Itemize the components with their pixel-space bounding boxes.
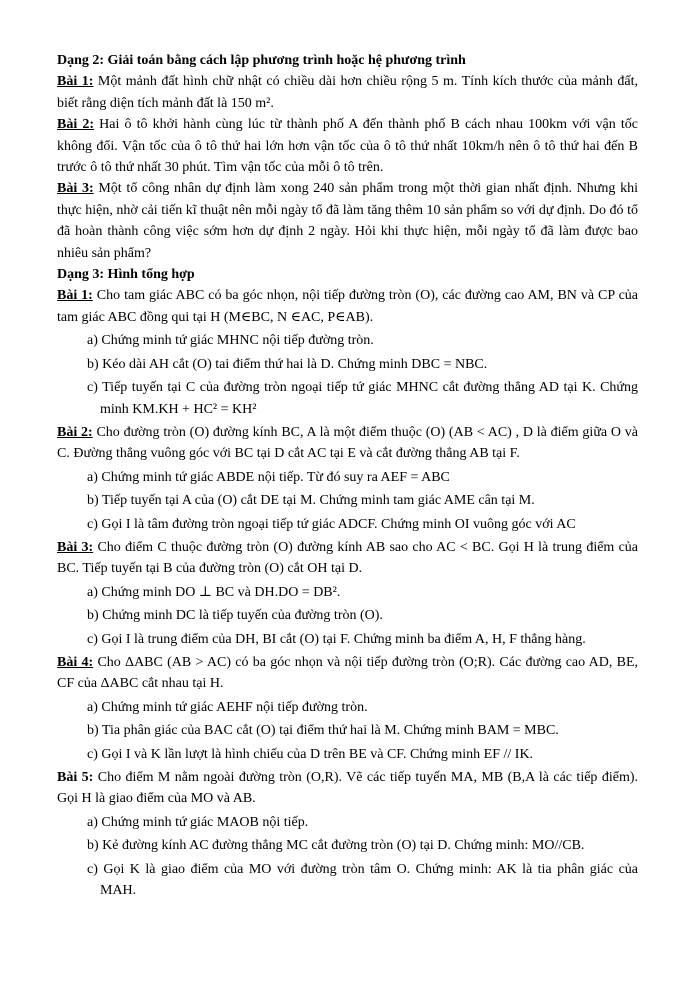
problem-items — [57, 467, 638, 535]
problem-label: Bài 1: — [57, 74, 94, 90]
problem — [57, 71, 638, 114]
problem — [57, 422, 638, 535]
problem-text: Cho điểm C thuộc đường tròn (O) đường kính AB sao cho AC < BC. Gọi H là trung điểm của BC. Tiếp tuyến tại B của đường tròn (O) cắt OH tại D. — [57, 539, 639, 577]
problem-item: b) Chứng minh DC là tiếp tuyến của đường tròn (O). — [87, 608, 383, 624]
section-problems — [57, 71, 638, 264]
problem-item: c) Gọi K là giao điểm của MO với đường tròn tâm O. Chứng minh: AK là tia phân giác của MAH. — [87, 861, 638, 899]
problem-item: b) Kéo dài AH cắt (O) tai điểm thứ hai là D. Chứng minh DBC = NBC. — [87, 356, 488, 372]
problem-paragraph — [57, 422, 638, 465]
problem-item: b) Tiếp tuyến tại A của (O) cắt DE tại M. Chứng minh tam giác AME cân tại M. — [87, 493, 535, 509]
problem-text: Một mảnh đất hình chữ nhật có chiều dài hơn chiều rộng 5 m. Tính kích thước của mảnh đất, biết rằng diện tích mảnh đất là 150 m². — [57, 74, 638, 111]
problem-text: Cho đường tròn (O) đường kính BC, A là một điểm thuộc (O) (AB < AC) , D là điểm giữa O và C. Đường thẳng vuông góc với BC tại D cắt AC tại E và cắt đường thẳng AB tại F. — [57, 424, 639, 462]
problem-paragraph — [57, 767, 638, 810]
problem-label: Bài 3: — [57, 181, 94, 197]
problem-item: b) Kẻ đường kính AC đường thẳng MC cắt đường tròn (O) tại D. Chứng minh: MO//CB. — [87, 838, 585, 854]
document-section — [57, 50, 638, 264]
problem-text: Một tổ công nhân dự định làm xong 240 sản phẩm trong một thời gian nhất định. Nhưng khi thực hiện, nhờ cải tiến kĩ thuật nên mỗi ngày tổ đã làm tăng thêm 10 sản phẩm so với dự định. Do đó tổ đã hoàn thành công việc sớm hơn dự định 2 ngày. Hỏi khi thực hiện, mỗi ngày tổ đã làm được bao nhiêu sản phẩm? — [57, 181, 639, 261]
problem-item: c) Tiếp tuyến tại C của đường tròn ngoại tiếp tứ giác MHNC cắt đường thẳng AD tại K. Chứng minh KM.KH + HC² = KH² — [87, 380, 638, 417]
problem-item: a) Chứng minh tứ giác AEHF nội tiếp đường tròn. — [87, 699, 368, 715]
problem-label: Bài 5: — [57, 770, 94, 785]
problem-paragraph — [57, 114, 638, 178]
problem-items — [57, 697, 638, 765]
problem — [57, 537, 638, 650]
problem — [57, 285, 638, 419]
problem — [57, 652, 638, 765]
problem-item: a) Chứng minh tứ giác ABDE nội tiếp. Từ đó suy ra AEF = ABC — [87, 469, 450, 485]
problem — [57, 178, 638, 264]
problem-label: Bài 2: — [57, 424, 93, 440]
problem-item: a) Chứng minh DO ⊥ BC và DH.DO = DB². — [87, 584, 341, 600]
problem-label: Bài 4: — [57, 654, 94, 670]
problem — [57, 767, 638, 901]
problem-text: Cho ΔABC (AB > AC) có ba góc nhọn và nội tiếp đường tròn (O;R). Các đường cao AD, BE, CF của ΔABC cắt nhau tại H. — [57, 654, 639, 692]
problem-item: a) Chứng minh tứ giác MAOB nội tiếp. — [87, 814, 309, 830]
problem-item: c) Gọi I là trung điểm của DH, BI cắt (O) tại F. Chứng minh ba điểm A, H, F thẳng hàng. — [87, 631, 586, 647]
problem-text: Hai ô tô khởi hành cùng lúc từ thành phố A đến thành phố B cách nhau 100km với vận tốc không đổi. Vận tốc của ô tô thứ hai lớn hơn vận tốc của ô tô thứ nhất 10km/h nên ô tô thứ hai đến B trước ô tô thứ nhất 30 phút. Tìm vận tốc của mỗi ô tô trên. — [57, 117, 638, 176]
problem-items — [57, 812, 638, 902]
problem-items — [57, 582, 638, 650]
problem-item: b) Tia phân giác của BAC cắt (O) tại điểm thứ hai là M. Chứng minh BAM = MBC. — [87, 723, 559, 739]
document-section — [57, 264, 638, 901]
problem-paragraph — [57, 178, 638, 264]
problem-label: Bài 1: — [57, 288, 93, 304]
problem-items — [57, 330, 638, 420]
section-heading: Dạng 3: Hình tổng hợp — [57, 267, 195, 283]
problem-paragraph — [57, 71, 638, 114]
section-problems — [57, 285, 638, 901]
problem-paragraph — [57, 537, 638, 580]
problem-label: Bài 3: — [57, 539, 94, 555]
problem-item: c) Gọi I là tâm đường tròn ngoại tiếp tứ giác ADCF. Chứng minh OI vuông góc với AC — [87, 516, 576, 532]
problem-paragraph — [57, 652, 638, 695]
section-heading: Dạng 2: Giải toán bằng cách lập phương trình hoặc hệ phương trình — [57, 53, 466, 68]
problem-item: a) Chứng minh tứ giác MHNC nội tiếp đường tròn. — [87, 333, 374, 349]
problem-item: c) Gọi I và K lần lượt là hình chiếu của D trên BE và CF. Chứng minh EF // IK. — [87, 746, 534, 762]
problem-text: Cho điểm M nằm ngoài đường tròn (O,R). Vẽ các tiếp tuyến MA, MB (B,A là các tiếp điểm). Gọi H là giao điểm của MO và AB. — [57, 770, 639, 807]
problem-text: Cho tam giác ABC có ba góc nhọn, nội tiếp đường tròn (O), các đường cao AM, BN và CP của tam giác ABC đồng qui tại H (M∈BC, N ∈AC, P∈AB). — [57, 288, 638, 325]
problem — [57, 114, 638, 178]
problem-label: Bài 2: — [57, 117, 95, 133]
problem-paragraph — [57, 285, 638, 328]
